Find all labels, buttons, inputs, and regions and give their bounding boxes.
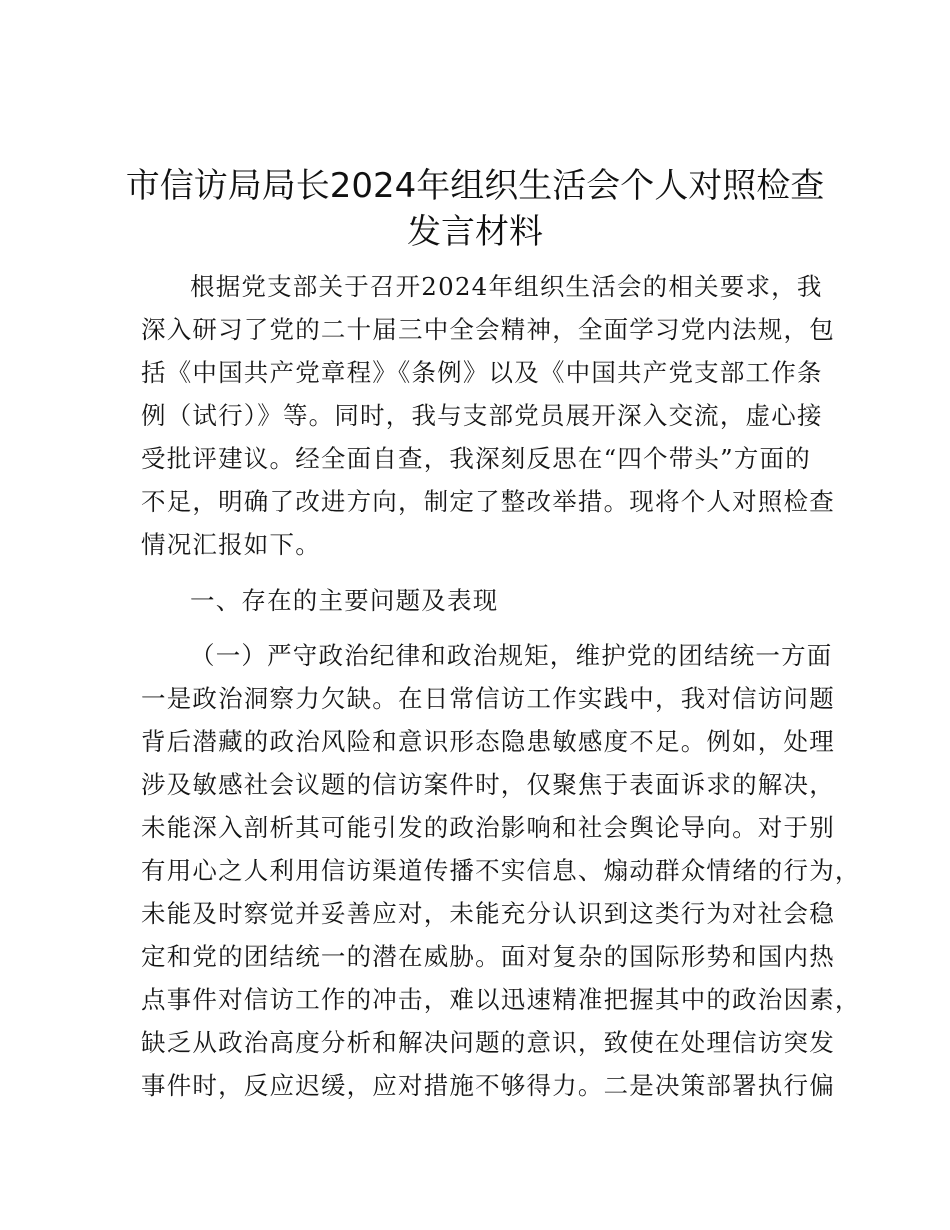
paragraph-line: 括《中国共产党章程》《条例》以及《中国共产党支部工作条	[141, 358, 823, 387]
paragraph-line: 事件时，反应迟缓，应对措施不够得力。二是决策部署执行偏	[141, 1071, 835, 1100]
paragraph-line: 一是政治洞察力欠缺。在日常信访工作实践中，我对信访问题	[141, 684, 835, 713]
paragraph-line: 未能深入剖析其可能引发的政治影响和社会舆论导向。对于别	[141, 813, 835, 842]
paragraph-line: 不足，明确了改进方向，制定了整改举措。现将个人对照检查	[141, 487, 835, 516]
paragraph-line: 根据党支部关于召开2024年组织生活会的相关要求，我	[190, 272, 823, 301]
paragraph-line: 点事件对信访工作的冲击，难以迅速精准把握其中的政治因素，	[141, 985, 861, 1014]
paragraph-line: 深入研习了党的二十届三中全会精神，全面学习党内法规，包	[141, 315, 835, 344]
paragraph-line: 受批评建议。经全面自查，我深刻反思在“四个带头”方面的	[141, 444, 811, 473]
subsection-heading: （一）严守政治纪律和政治规矩，维护党的团结统一方面	[190, 641, 833, 670]
paragraph-line: 情况汇报如下。	[141, 530, 321, 559]
paragraph-line: 缺乏从政治高度分析和解决问题的意识，致使在处理信访突发	[141, 1028, 835, 1057]
document-title-line-1: 市信访局局长2024年组织生活会个人对照检查	[125, 166, 825, 206]
paragraph-line: 例（试行）》等。同时，我与支部党员展开深入交流，虚心接	[141, 401, 823, 430]
paragraph-line: 背后潜藏的政治风险和意识形态隐患敏感度不足。例如，处理	[141, 727, 835, 756]
section-heading: 一、存在的主要问题及表现	[190, 586, 499, 615]
paragraph-line: 定和党的团结统一的潜在威胁。面对复杂的国际形势和国内热	[141, 942, 835, 971]
paragraph-line: 涉及敏感社会议题的信访案件时，仅聚焦于表面诉求的解决，	[141, 770, 835, 799]
paragraph-line: 未能及时察觉并妥善应对，未能充分认识到这类行为对社会稳	[141, 899, 835, 928]
document-title-line-2: 发言材料	[407, 212, 543, 252]
paragraph-line: 有用心之人利用信访渠道传播不实信息、煽动群众情绪的行为，	[141, 856, 861, 885]
